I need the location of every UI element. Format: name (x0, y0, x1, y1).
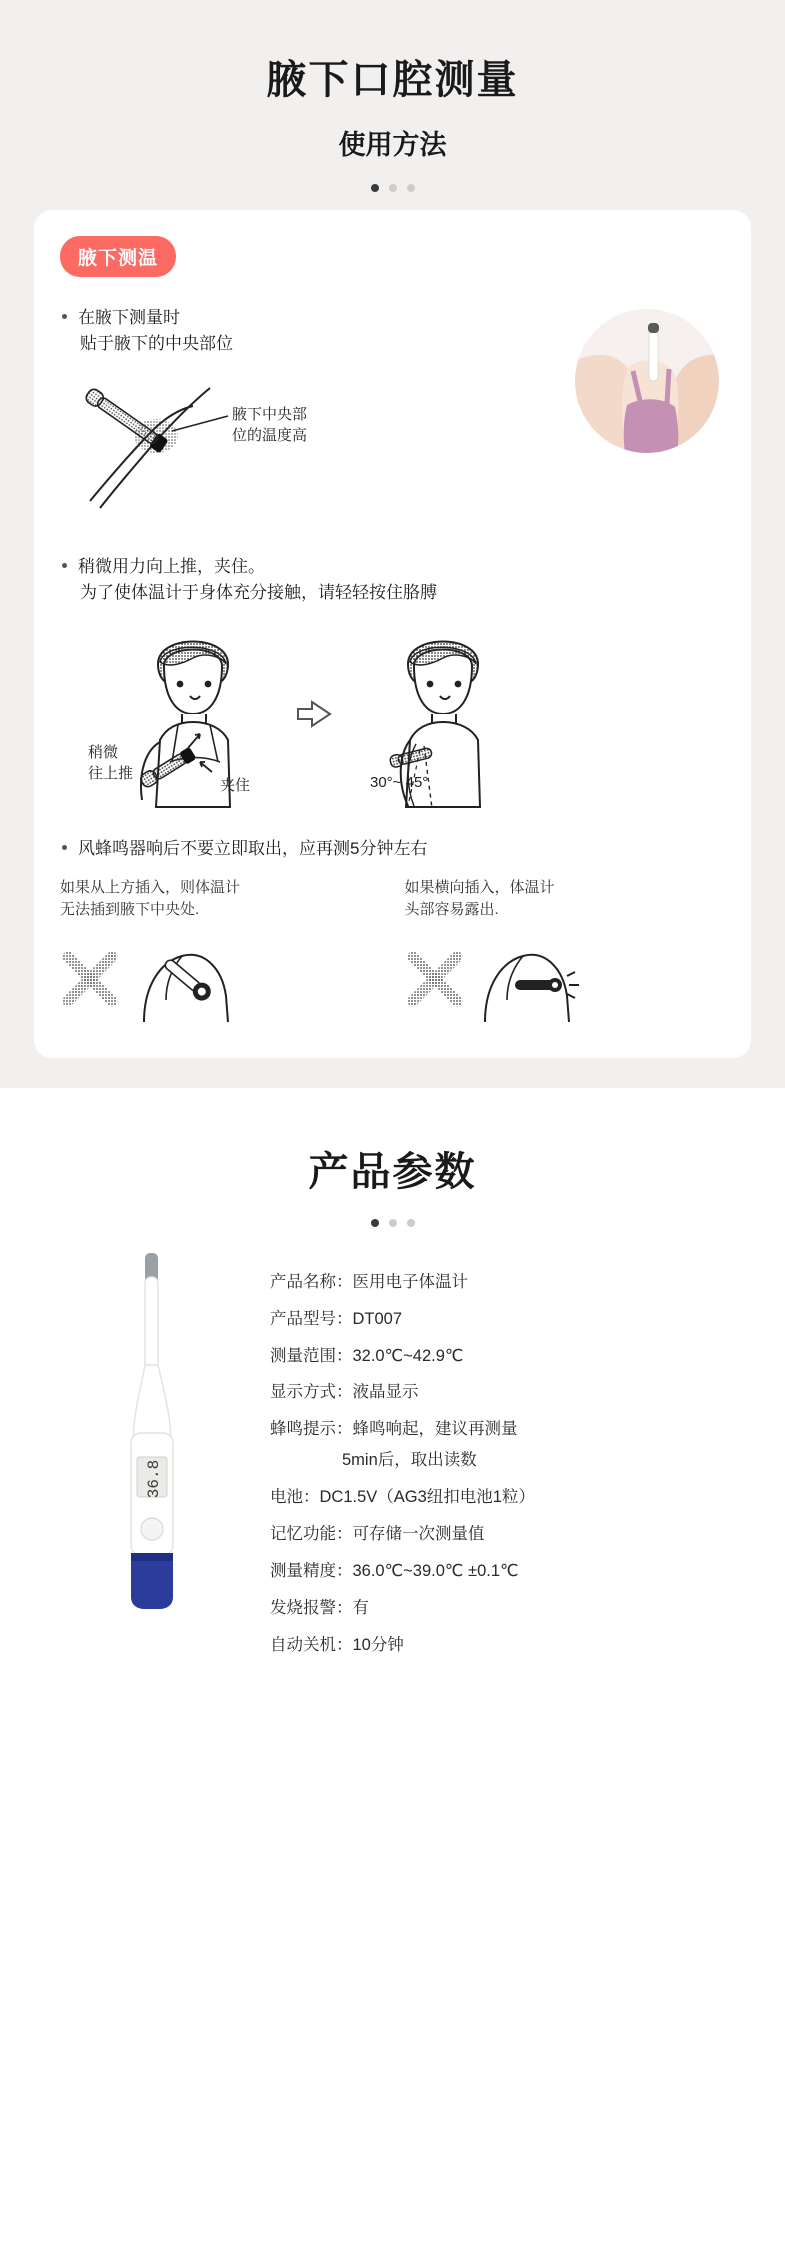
spec-key: 电池： (270, 1488, 320, 1507)
spec-value: DT007 (352, 1309, 403, 1328)
page-title: 腋下口腔测量 (266, 58, 519, 102)
usage-section (0, 0, 785, 1088)
armpit-caption-line2: 位的温度高 (232, 427, 308, 445)
table-row (270, 1449, 745, 1473)
wrong-right-line1: 如果横向插入，体温计 (404, 878, 555, 896)
table-row (270, 1597, 745, 1621)
specs-section (0, 1088, 785, 1695)
spec-value: 蜂鸣响起，建议再测量 (352, 1420, 518, 1439)
spec-key: 记忆功能： (270, 1525, 353, 1544)
label-push-up (88, 742, 133, 784)
spec-key: 发烧报警： (270, 1599, 353, 1618)
spec-key: 测量范围： (270, 1346, 353, 1365)
spec-value: 10分钟 (352, 1635, 404, 1654)
figure-armpit-position (60, 376, 575, 526)
step2-text (60, 554, 725, 607)
wrong-right-illustration (471, 934, 591, 1024)
table-row (270, 1523, 745, 1547)
table-row (270, 1345, 745, 1369)
armpit-line-illustration (60, 376, 350, 526)
table-row (270, 1381, 745, 1405)
cross-icon-right (405, 949, 465, 1009)
label-hold: 夹住 (220, 777, 251, 795)
carousel-dot-2[interactable] (389, 184, 397, 192)
figure-armpit-caption (232, 404, 307, 448)
spec-table (270, 1247, 745, 1671)
label-angle: 30°~ 45° (370, 774, 429, 792)
status-badge: 腋下测温 (60, 236, 176, 277)
kids-illustration (60, 622, 560, 817)
spec-value: 可存储一次测量值 (352, 1525, 485, 1544)
spec-key: 产品型号： (270, 1309, 353, 1328)
spec-value: 有 (352, 1599, 369, 1618)
specs-carousel-dot-1[interactable] (371, 1219, 379, 1227)
table-row (270, 1486, 745, 1510)
thermometer-image (40, 1247, 270, 1671)
armpit-photo (575, 309, 719, 453)
wrong-left-line2: 无法插到腋下中央处. (60, 901, 200, 919)
specs-carousel-dot-2[interactable] (389, 1219, 397, 1227)
spec-value: 36.0℃~39.0℃ ±0.1℃ (352, 1562, 519, 1581)
spec-key: 测量精度： (270, 1562, 353, 1581)
step2-line1: 稍微用力向上推，夹住。 (78, 556, 265, 576)
table-row (270, 1418, 745, 1442)
figure-push-up (60, 622, 725, 832)
carousel-dots-specs[interactable] (0, 1219, 785, 1227)
step1-text (60, 305, 575, 358)
carousel-dot-3[interactable] (407, 184, 415, 192)
spec-value: 医用电子体温计 (352, 1272, 468, 1291)
step3-text (60, 836, 725, 862)
label-push-up-line1: 稍微 (88, 744, 119, 762)
thermometer-illustration (95, 1247, 215, 1617)
label-push-up-line2: 往上推 (88, 765, 134, 783)
spec-value: 液晶显示 (352, 1383, 419, 1402)
table-row (270, 1634, 745, 1658)
carousel-dot-1[interactable] (371, 184, 379, 192)
wrong-right-line2: 头部容易露出. (404, 901, 499, 919)
usage-card (34, 210, 751, 1058)
step1-line1: 在腋下测量时 (78, 308, 180, 327)
wrong-left-line1: 如果从上方插入，则体温计 (60, 878, 241, 896)
table-row (270, 1560, 745, 1584)
wrong-left-illustration (126, 934, 236, 1024)
spec-key: 产品名称： (270, 1272, 353, 1291)
carousel-dots-usage[interactable] (0, 184, 785, 192)
cross-icon-left (60, 949, 120, 1009)
table-row (270, 1308, 745, 1332)
page-subtitle: 使用方法 (338, 130, 447, 160)
table-row (270, 1271, 745, 1295)
spec-key: 显示方式： (270, 1383, 353, 1402)
specs-carousel-dot-3[interactable] (407, 1219, 415, 1227)
spec-value: 32.0℃~42.9℃ (352, 1346, 464, 1365)
step2-line2: 为了使体温计于身体充分接触，请轻轻按住胳膊 (80, 583, 437, 603)
spec-key: 自动关机： (270, 1635, 353, 1654)
spec-key: 蜂鸣提示： (270, 1420, 353, 1439)
spec-value: 5min后，取出读数 (342, 1451, 477, 1470)
step1-line2: 贴于腋下的中央部位 (80, 334, 233, 354)
wrong-case-right (405, 877, 726, 1024)
armpit-caption-line1: 腋下中央部 (232, 405, 308, 423)
spec-value: DC1.5V（AG3纽扣电池1粒） (319, 1488, 535, 1507)
lcd-value: 36.8 (145, 1459, 163, 1498)
wrong-case-left (60, 877, 381, 1024)
step3-line1: 风蜂鸣器响后不要立即取出，应再测5分钟左右 (78, 839, 428, 859)
armpit-photo-illustration (575, 309, 719, 453)
specs-title: 产品参数 (308, 1149, 477, 1194)
